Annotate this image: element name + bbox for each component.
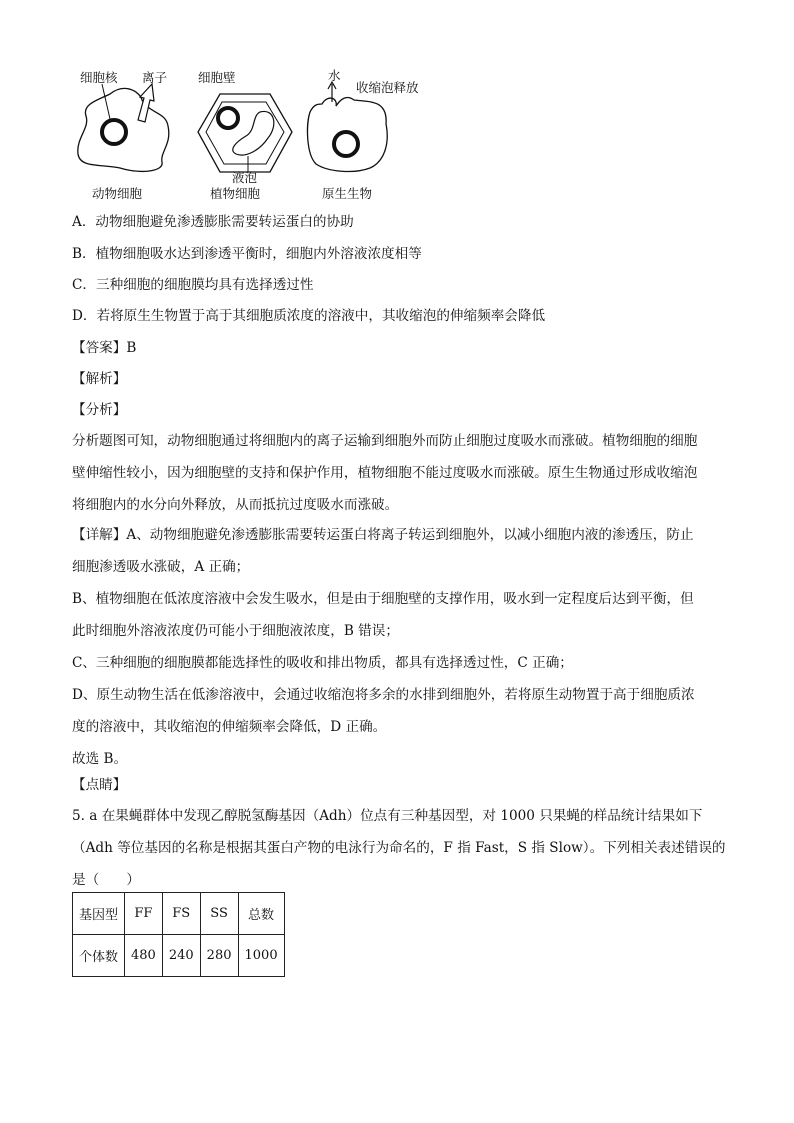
option-c: C．三种细胞的细胞膜均具有选择透过性 (72, 277, 314, 293)
question-line: （Adh 等位基因的名称是根据其蛋白产物的电泳行为命名的，F 指 Fast，S 指 Slow）。下列相关表述错误的 (72, 840, 726, 856)
genotype-table (72, 892, 285, 977)
caption-protist: 原生生物 (322, 186, 373, 201)
label-nucleus: 细胞核 (80, 70, 118, 85)
label-contractile-vacuole: 收缩泡释放 (356, 80, 419, 95)
caption-plant-cell: 植物细胞 (210, 186, 261, 201)
question-line: 是（ ） (72, 872, 140, 888)
option-b: B．植物细胞吸水达到渗透平衡时，细胞内外溶液浓度相等 (72, 246, 422, 262)
ion-arrow-icon (138, 84, 154, 122)
animal-nucleus (102, 120, 126, 144)
detail-line: 此时细胞外溶液浓度仍可能小于细胞液浓度，B 错误； (72, 623, 399, 639)
dianjing-heading: 【点睛】 (72, 777, 127, 793)
option-a: A．动物细胞避免渗透膨胀需要转运蛋白的协助 (72, 214, 354, 230)
question-line: 5. a 在果蝇群体中发现乙醇脱氢酶基因（Adh）位点有三种基因型，对 1000 只果蝇的样品统计结果如下 (72, 808, 703, 824)
question-5 (72, 800, 726, 896)
table-cell: 480 (125, 935, 163, 977)
cell-diagram-figure (70, 64, 440, 204)
fenxi-paragraph (72, 425, 722, 521)
option-d: D．若将原生生物置于高于其细胞质浓度的溶液中，其收缩泡的伸缩频率会降低 (72, 308, 546, 324)
table-row (73, 893, 285, 935)
table-cell: FF (125, 893, 163, 935)
table-cell: 基因型 (73, 893, 125, 935)
detail-line: B、植物细胞在低浓度溶液中会发生吸水，但是由于细胞壁的支撑作用，吸水到一定程度后达到平衡，但 (72, 591, 694, 607)
detail-line: 度的溶液中，其收缩泡的伸缩频率会降低，D 正确。 (72, 719, 387, 735)
table-cell: 280 (200, 935, 238, 977)
detail-line: 故选 B。 (72, 751, 128, 767)
label-cell-wall: 细胞壁 (198, 70, 236, 85)
detail-line: D、原生动物生活在低渗溶液中，会通过收缩泡将多余的水排到细胞外，若将原生动物置于高于细胞质浓 (72, 687, 695, 703)
protist-nucleus (334, 132, 358, 156)
detail-paragraph (72, 519, 722, 775)
protist-outline (308, 98, 388, 172)
label-water: 水 (328, 68, 341, 83)
fenxi-line: 将细胞内的水分向外释放，从而抵抗过度吸水而涨破。 (72, 497, 399, 513)
detail-line: 【详解】A、动物细胞避免渗透膨胀需要转运蛋白将离子转运到细胞外，以减小细胞内液的渗透压，防止 (72, 527, 694, 543)
animal-cell-outline (78, 88, 169, 171)
fenxi-line: 分析题图可知，动物细胞通过将细胞内的离子运输到细胞外而防止细胞过度吸水而涨破。植物细胞的细胞 (72, 433, 698, 449)
table-cell: FS (162, 893, 200, 935)
table-cell: 总数 (238, 893, 284, 935)
answer: 【答案】B (72, 340, 137, 356)
table-row (73, 935, 285, 977)
caption-animal-cell: 动物细胞 (92, 186, 143, 201)
analysis-heading: 【解析】 (72, 371, 127, 387)
label-ion: 离子 (142, 70, 168, 85)
detail-line: 细胞渗透吸水涨破，A 正确； (72, 559, 250, 575)
plant-cell-wall (198, 94, 292, 172)
label-vacuole: 液泡 (232, 170, 258, 185)
fenxi-line: 壁伸缩性较小，因为细胞壁的支持和保护作用，植物细胞不能过度吸水而涨破。原生生物通过形成收缩泡 (72, 465, 698, 481)
table-cell: 240 (162, 935, 200, 977)
table-cell: SS (200, 893, 238, 935)
table-cell: 个体数 (73, 935, 125, 977)
table-cell: 1000 (238, 935, 284, 977)
fenxi-heading: 【分析】 (72, 402, 127, 418)
plant-nucleus (218, 108, 238, 128)
detail-line: C、三种细胞的细胞膜都能选择性的吸收和排出物质，都具有选择透过性，C 正确； (72, 655, 573, 671)
